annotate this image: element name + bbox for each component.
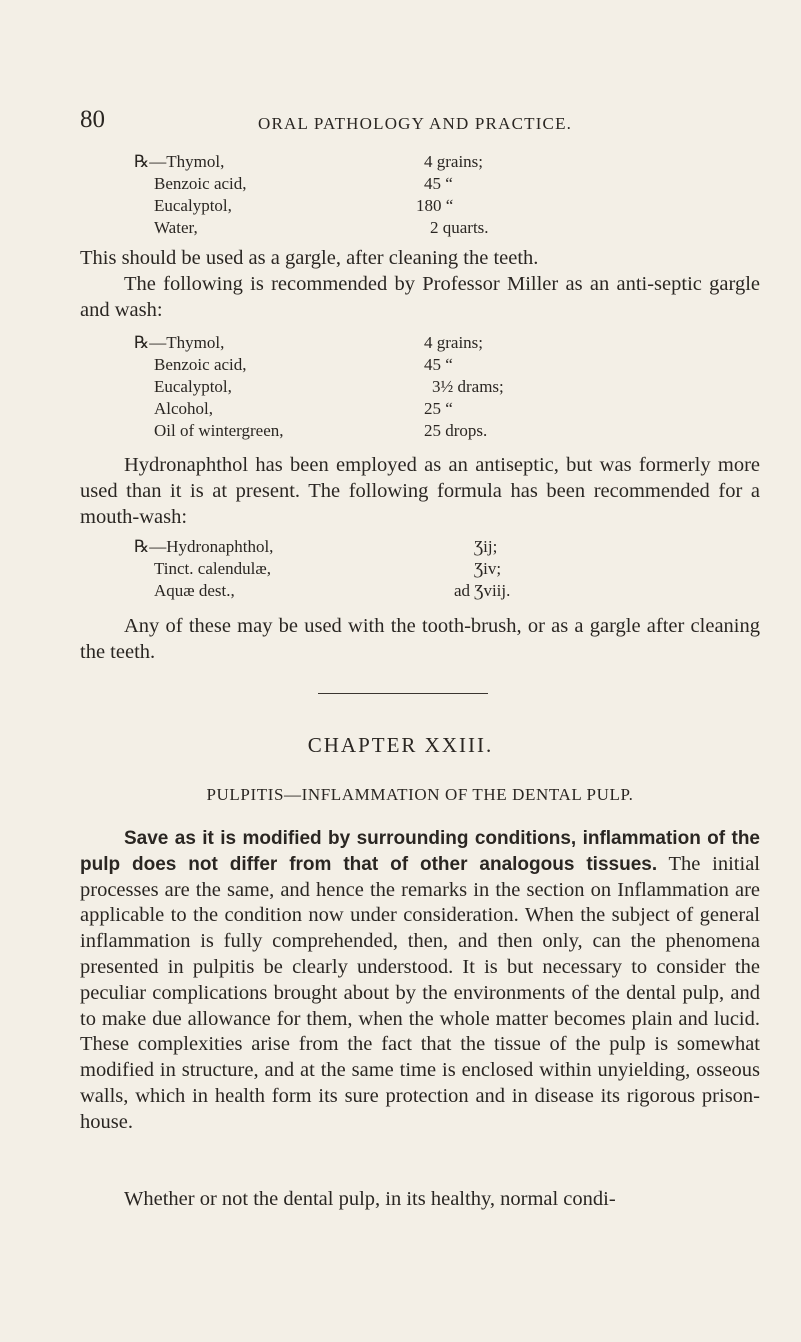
quantity: 3½ drams;	[432, 377, 504, 396]
chapter-title: CHAPTER XXIII.	[307, 733, 494, 757]
ingredient: Water,	[154, 218, 198, 237]
quantity: 25 drops.	[424, 421, 488, 440]
lead-sentence: Save as it is modified by surrounding conditions, inflammation of the pulp does not differ from that of other analogous tissues.	[80, 828, 760, 875]
prescription-row	[134, 376, 634, 398]
chapter-subtitle: PULPITIS—INFLAMMATION OF THE DENTAL PULP.	[206, 785, 634, 804]
paragraph-hydronaphthol: Hydronaphthol has been employed as an antiseptic, but was formerly more used than it is at present. The following formula has been recommended for a mouth-wash:	[80, 454, 760, 528]
ingredient: Tinct. calendulæ,	[154, 559, 271, 578]
prescription-thymol-gargle	[134, 151, 594, 239]
ingredient: Aquæ dest.,	[154, 581, 235, 600]
paragraph-usage-note: Any of these may be used with the tooth-brush, or as a gargle after cleaning the teeth.	[80, 615, 760, 663]
prescription-miller-gargle	[134, 332, 634, 442]
prescription-row	[134, 217, 594, 239]
prescription-row	[134, 151, 594, 173]
quantity: 2 quarts.	[430, 218, 489, 237]
prescription-row	[134, 536, 594, 558]
paragraph-miller-recommendation: The following is recommended by Professor Miller as an anti-septic gargle and wash:	[80, 273, 760, 321]
ingredient: Alcohol,	[154, 399, 214, 418]
quantity: 4 grains;	[424, 152, 484, 171]
prescription-row	[134, 354, 634, 376]
section-divider	[318, 693, 488, 694]
ingredient: ℞—Thymol,	[134, 333, 225, 352]
prescription-row	[134, 332, 634, 354]
quantity: 45 “	[424, 355, 453, 374]
prescription-row	[134, 558, 594, 580]
quantity: Ʒiv;	[474, 559, 502, 578]
ingredient: Oil of wintergreen,	[154, 421, 284, 440]
prescription-mouth-wash	[134, 536, 594, 602]
quantity: 4 grains;	[424, 333, 484, 352]
ingredient: ℞—Thymol,	[134, 152, 225, 171]
quantity: Ʒij;	[474, 537, 498, 556]
paragraph-continuation: Whether or not the dental pulp, in its healthy, normal condi-	[124, 1188, 616, 1210]
prescription-row	[134, 195, 594, 217]
ingredient: Eucalyptol,	[154, 196, 232, 215]
page-number: 80	[80, 106, 105, 133]
prescription-row	[134, 173, 594, 195]
ingredient: ℞—Hydronaphthol,	[134, 537, 274, 556]
body-text: The initial processes are the same, and hence the remarks in the section on Inflammation are applicable to the condition now under consideration. When the subject of general inflammation is fully comprehended, then, and then only, can the phenomena presented in pulpitis be clearly understood. It is but necessary to consider the peculiar complications brought about by the environments of the dental pulp, and to make due allowance for them, when the whole matter becomes plain and lucid. These complexities arise from the fact that the tissue of the pulp is somewhat modified in structure, and at the same time is enclosed within unyielding, osseous walls, which in health form its sure protection and in disease its rigorous prison-house.	[80, 852, 760, 1133]
quantity: 45 “	[424, 174, 453, 193]
quantity: ad Ʒviij.	[454, 581, 511, 600]
prescription-row	[134, 398, 634, 420]
page-header	[80, 106, 760, 136]
prescription-row	[134, 420, 634, 442]
quantity: 25 “	[424, 399, 453, 418]
ingredient: Benzoic acid,	[154, 174, 247, 193]
chapter-body-paragraph	[80, 826, 760, 1136]
ingredient: Benzoic acid,	[154, 355, 247, 374]
ingredient: Eucalyptol,	[154, 377, 232, 396]
quantity: 180 “	[416, 196, 454, 215]
paragraph-gargle-usage: This should be used as a gargle, after cleaning the teeth.	[80, 247, 539, 269]
running-title: ORAL PATHOLOGY AND PRACTICE.	[258, 114, 573, 133]
prescription-row	[134, 580, 594, 602]
